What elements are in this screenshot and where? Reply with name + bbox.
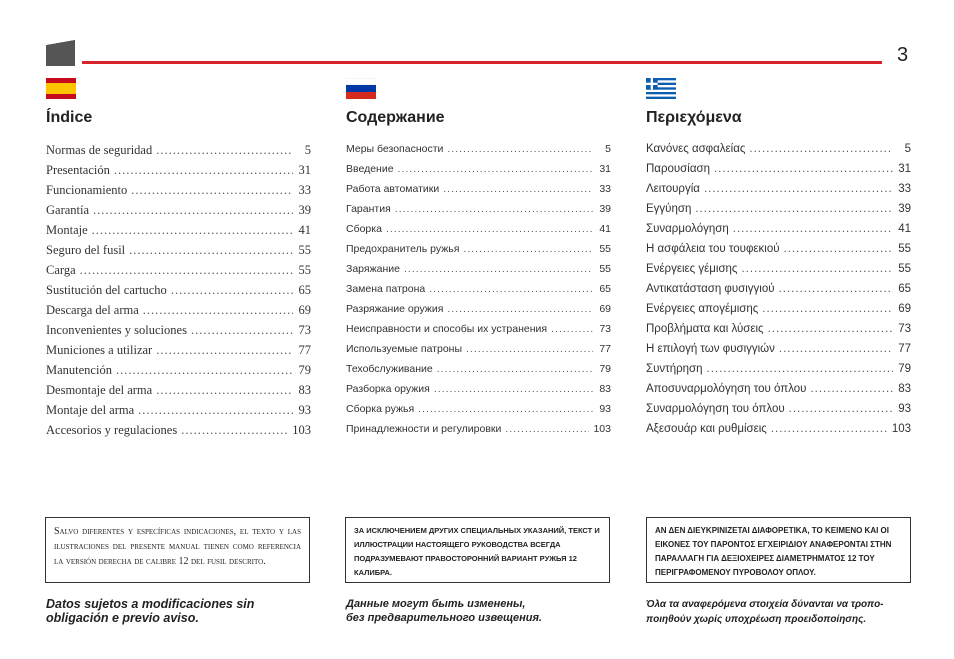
toc-entry-leader bbox=[395, 203, 593, 215]
toc-entry-page: 93 bbox=[599, 403, 611, 415]
toc-entry-page: 77 bbox=[898, 343, 911, 355]
toc-entry[interactable] bbox=[646, 203, 911, 223]
toc-entry-label: Η επιλογή των φυσιγγιών bbox=[646, 343, 775, 355]
notice-box-es: Salvo diferentes y específicas indicaciones, el texto y las ilustraciones del presente manual tienen como referencia la versión derecha de calibre 12 del fusil descrito. bbox=[45, 517, 310, 583]
toc-entry[interactable] bbox=[346, 403, 611, 423]
toc-entry[interactable] bbox=[46, 223, 311, 243]
toc-entry[interactable] bbox=[646, 283, 911, 303]
toc-entry-leader bbox=[129, 243, 293, 258]
toc-entry-label: Montaje del arma bbox=[46, 403, 135, 417]
toc-entry-leader bbox=[143, 303, 293, 318]
toc-entry[interactable] bbox=[646, 363, 911, 383]
toc-entry[interactable] bbox=[346, 363, 611, 383]
toc-entry-leader bbox=[779, 343, 893, 355]
toc-entry-page: 69 bbox=[599, 303, 611, 315]
toc-entry-label: Сборка ружья bbox=[346, 403, 415, 415]
footnote-ru-line-1: Данные могут быть изменены, bbox=[346, 598, 526, 610]
toc-entry-leader bbox=[386, 223, 593, 235]
toc-entry-label: Desmontaje del arma bbox=[46, 383, 153, 397]
toc-entry-label: Συντήρηση bbox=[646, 363, 703, 375]
toc-entry-leader bbox=[418, 403, 593, 415]
toc-entry-label: Συναρμολόγηση του όπλου bbox=[646, 403, 785, 415]
toc-entry-leader bbox=[116, 363, 293, 378]
toc-entry[interactable] bbox=[346, 263, 611, 283]
toc-entry[interactable] bbox=[46, 203, 311, 223]
toc-entry-leader bbox=[749, 143, 893, 155]
toc-entry-leader bbox=[741, 263, 893, 275]
footnote-es-line-2: obligación e previo aviso. bbox=[46, 611, 199, 625]
toc-entry-label: Сборка bbox=[346, 223, 382, 235]
toc-entry-label: Принадлежности и регулировки bbox=[346, 423, 502, 435]
toc-entry-page: 65 bbox=[298, 283, 311, 297]
toc-entry-leader bbox=[437, 363, 593, 375]
toc-entry-label: Ενέργειες απογέμισης bbox=[646, 303, 759, 315]
toc-entry-page: 5 bbox=[904, 143, 911, 155]
toc-entry-page: 41 bbox=[898, 223, 911, 235]
toc-entry-page: 55 bbox=[298, 243, 311, 257]
toc-title-es: Índice bbox=[46, 109, 93, 126]
toc-entry-page: 73 bbox=[298, 323, 311, 337]
toc-entry-page: 79 bbox=[898, 363, 911, 375]
toc-entry-label: Αξεσουάρ και ρυθμίσεις bbox=[646, 423, 767, 435]
footnote-ru bbox=[346, 597, 616, 625]
toc-entry-page: 83 bbox=[298, 383, 311, 397]
toc-title-gr: Περιεχόμενα bbox=[646, 109, 742, 126]
toc-entry-page: 65 bbox=[599, 283, 611, 295]
toc-entry[interactable] bbox=[46, 143, 311, 163]
toc-entry[interactable] bbox=[346, 223, 611, 243]
toc-entry-leader bbox=[93, 203, 293, 218]
toc-entry-page: 103 bbox=[891, 423, 911, 435]
toc-entry[interactable] bbox=[646, 423, 911, 443]
toc-entry-label: Προβλήματα και λύσεις bbox=[646, 323, 764, 335]
toc-entry-label: Неисправности и способы их устранения bbox=[346, 323, 548, 335]
toc-entry-page: 83 bbox=[898, 383, 911, 395]
toc-entry-label: Используемые патроны bbox=[346, 343, 463, 355]
toc-entry-leader bbox=[92, 223, 293, 238]
toc-entry[interactable] bbox=[46, 183, 311, 203]
footnote-gr bbox=[646, 597, 916, 627]
toc-entry-label: Разряжание оружия bbox=[346, 303, 444, 315]
toc-entry-leader bbox=[733, 223, 893, 235]
toc-entry-leader bbox=[707, 363, 893, 375]
toc-entry-label: Funcionamiento bbox=[46, 183, 128, 197]
toc-entry-page: 55 bbox=[599, 243, 611, 255]
toc-entry[interactable] bbox=[346, 423, 611, 443]
toc-entry-label: Accesorios y regulaciones bbox=[46, 423, 178, 437]
notice-box-ru: ЗА ИСКЛЮЧЕНИЕМ ДРУГИХ СПЕЦИАЛЬНЫХ УКАЗАНИЙ, ТЕКСТ И ИЛЛЮСТРАЦИИ НАСТОЯЩЕГО РУКОВОДСТВА ВСЕГДА ПОДРАЗУМЕВАЮТ ПРАВОСТОРОННИЙ ВАРИАНТ РУЖЬЯ 12 КАЛИБРА. bbox=[345, 517, 610, 583]
toc-entry-page: 31 bbox=[599, 163, 611, 175]
toc-entry[interactable] bbox=[46, 343, 311, 363]
toc-entry-page: 33 bbox=[898, 183, 911, 195]
footnote-ru-line-2: без предварительного извещения. bbox=[346, 612, 542, 624]
toc-entry[interactable] bbox=[46, 383, 311, 403]
toc-entry-leader bbox=[80, 263, 293, 278]
toc-entry-label: Montaje bbox=[46, 223, 88, 237]
toc-entry[interactable] bbox=[646, 223, 911, 243]
footnote-es bbox=[46, 597, 316, 625]
toc-entry-leader bbox=[429, 283, 593, 295]
toc-entry-page: 69 bbox=[898, 303, 911, 315]
toc-entry-label: Sustitución del cartucho bbox=[46, 283, 167, 297]
toc-entry[interactable] bbox=[46, 323, 311, 343]
toc-entry-page: 103 bbox=[593, 423, 611, 435]
toc-entry[interactable] bbox=[346, 243, 611, 263]
toc-entry-label: Αντικατάσταση φυσιγγιού bbox=[646, 283, 775, 295]
toc-entry-leader bbox=[463, 243, 593, 255]
toc-entry-label: Заряжание bbox=[346, 263, 400, 275]
toc-entry-leader bbox=[191, 323, 293, 338]
toc-entry-label: Carga bbox=[46, 263, 76, 277]
toc-entry-label: Введение bbox=[346, 163, 394, 175]
toc-entry-page: 41 bbox=[599, 223, 611, 235]
page-number: 3 bbox=[897, 44, 909, 66]
toc-entry-leader bbox=[695, 203, 893, 215]
toc-entry-page: 77 bbox=[298, 343, 311, 357]
toc-entry-page: 31 bbox=[298, 163, 311, 177]
toc-entry-leader bbox=[171, 283, 293, 298]
notice-box-gr: ΑΝ ΔΕΝ ΔΙΕΥΚΡΙΝΙΖΕΤΑΙ ΔΙΑΦΟΡΕΤΙΚΑ, ΤΟ ΚΕΙΜΕΝΟ ΚΑΙ ΟΙ ΕΙΚΟΝΕΣ ΤΟΥ ΠΑΡΟΝΤΟΣ ΕΓΧΕΙΡΙΔΙΟΥ ΑΝΑΦΕΡΟΝΤΑΙ ΣΤΗΝ ΠΑΡΑΛΛΑΓΗ ΓΙΑ ΔΕΞΙΟΧΕΙΡΕΣ ΔΙΑΜΕΤΡΗΜΑΤΟΣ 12 ΤΟΥ ΠΕΡΙΓΡΑΦΟΜΕΝΟΥ ΠΥΡΟΒΟΛΟΥ ΟΠΛΟΥ. bbox=[646, 517, 911, 583]
toc-column-ru bbox=[346, 78, 611, 443]
toc-entry-leader bbox=[181, 423, 288, 438]
toc-entry-leader bbox=[156, 343, 293, 358]
toc-entry[interactable] bbox=[646, 403, 911, 423]
toc-entry-page: 39 bbox=[298, 203, 311, 217]
toc-entry-label: Η ασφάλεια του τουφεκιού bbox=[646, 243, 780, 255]
toc-entry[interactable] bbox=[46, 303, 311, 323]
toc-entry-label: Гарантия bbox=[346, 203, 391, 215]
toc-entry-label: Разборка оружия bbox=[346, 383, 430, 395]
toc-entry-page: 93 bbox=[298, 403, 311, 417]
toc-entry-page: 65 bbox=[898, 283, 911, 295]
toc-entry-leader bbox=[779, 283, 893, 295]
toc-entry-page: 79 bbox=[599, 363, 611, 375]
toc-entry-leader bbox=[131, 183, 293, 198]
toc-entry[interactable] bbox=[646, 323, 911, 343]
toc-entry-leader bbox=[771, 423, 888, 435]
header-rule bbox=[82, 61, 882, 64]
toc-entry-leader bbox=[114, 163, 293, 178]
toc-entry[interactable] bbox=[46, 423, 311, 443]
toc-entry[interactable] bbox=[646, 383, 911, 403]
greece-flag-icon bbox=[646, 78, 676, 99]
toc-column-es bbox=[46, 78, 311, 443]
toc-entry-leader bbox=[447, 143, 593, 155]
toc-entry-label: Normas de seguridad bbox=[46, 143, 153, 157]
toc-entry-page: 73 bbox=[599, 323, 611, 335]
toc-entry-page: 39 bbox=[599, 203, 611, 215]
toc-entry[interactable] bbox=[46, 283, 311, 303]
toc-entry-label: Εγγύηση bbox=[646, 203, 692, 215]
toc-entry[interactable] bbox=[646, 163, 911, 183]
russia-flag-icon bbox=[346, 78, 376, 99]
toc-entry-leader bbox=[810, 383, 893, 395]
toc-entry[interactable] bbox=[46, 263, 311, 283]
toc-entry-page: 41 bbox=[298, 223, 311, 237]
toc-list-ru bbox=[346, 143, 611, 443]
toc-title-ru: Содержание bbox=[346, 109, 445, 126]
toc-entry[interactable] bbox=[646, 243, 911, 263]
toc-entry[interactable] bbox=[346, 183, 611, 203]
toc-entry-leader bbox=[443, 183, 593, 195]
toc-entry-page: 103 bbox=[292, 423, 311, 437]
toc-entry-label: Presentación bbox=[46, 163, 110, 177]
toc-entry-leader bbox=[156, 143, 293, 158]
toc-entry-label: Garantía bbox=[46, 203, 90, 217]
toc-entry-leader bbox=[762, 303, 893, 315]
toc-entry-leader bbox=[138, 403, 293, 418]
toc-entry-label: Κανόνες ασφαλείας bbox=[646, 143, 746, 155]
toc-entry-page: 83 bbox=[599, 383, 611, 395]
toc-entry[interactable] bbox=[646, 143, 911, 163]
toc-entry-leader bbox=[784, 243, 893, 255]
toc-entry-page: 33 bbox=[599, 183, 611, 195]
toc-entry-label: Descarga del arma bbox=[46, 303, 139, 317]
toc-entry[interactable] bbox=[346, 343, 611, 363]
toc-entry[interactable] bbox=[646, 303, 911, 323]
toc-entry[interactable] bbox=[646, 263, 911, 283]
toc-entry-page: 73 bbox=[898, 323, 911, 335]
toc-entry[interactable] bbox=[346, 203, 611, 223]
toc-entry-leader bbox=[447, 303, 593, 315]
toc-entry-leader bbox=[466, 343, 593, 355]
toc-entry-leader bbox=[156, 383, 293, 398]
toc-entry-page: 33 bbox=[298, 183, 311, 197]
toc-entry[interactable] bbox=[346, 143, 611, 163]
toc-entry-label: Замена патрона bbox=[346, 283, 426, 295]
toc-entry-page: 79 bbox=[298, 363, 311, 377]
toc-entry[interactable] bbox=[46, 163, 311, 183]
toc-entry-leader bbox=[404, 263, 593, 275]
toc-entry-page: 5 bbox=[605, 143, 611, 155]
toc-entry-leader bbox=[768, 323, 893, 335]
toc-entry-label: Работа автоматики bbox=[346, 183, 440, 195]
toc-entry-label: Συναρμολόγηση bbox=[646, 223, 729, 235]
toc-entry-label: Παρουσίαση bbox=[646, 163, 710, 175]
toc-entry-page: 55 bbox=[898, 243, 911, 255]
toc-entry-label: Меры безопасности bbox=[346, 143, 444, 155]
toc-entry-label: Техобслуживание bbox=[346, 363, 433, 375]
toc-entry-page: 55 bbox=[898, 263, 911, 275]
toc-entry[interactable] bbox=[646, 183, 911, 203]
toc-entry[interactable] bbox=[346, 383, 611, 403]
toc-entry-label: Seguro del fusil bbox=[46, 243, 126, 257]
toc-entry-page: 77 bbox=[599, 343, 611, 355]
brand-logo-icon bbox=[46, 40, 75, 66]
toc-entry-label: Λειτουργία bbox=[646, 183, 700, 195]
toc-entry-label: Manutención bbox=[46, 363, 112, 377]
toc-entry-leader bbox=[505, 423, 589, 435]
spain-flag-icon bbox=[46, 78, 76, 99]
footnote-gr-line-2: ποιηθούν χωρίς υποχρέωση προειδοποίησης. bbox=[646, 614, 867, 625]
toc-entry-page: 5 bbox=[304, 143, 311, 157]
toc-entry-leader bbox=[434, 383, 593, 395]
toc-entry[interactable] bbox=[346, 323, 611, 343]
toc-entry[interactable] bbox=[46, 363, 311, 383]
toc-entry-leader bbox=[714, 163, 893, 175]
toc-entry-leader bbox=[551, 323, 593, 335]
toc-entry[interactable] bbox=[346, 283, 611, 303]
footnote-es-line-1: Datos sujetos a modificaciones sin bbox=[46, 597, 255, 611]
toc-entry[interactable] bbox=[46, 243, 311, 263]
toc-entry-leader bbox=[704, 183, 893, 195]
footnote-gr-line-1: Όλα τα αναφερόμενα στοιχεία δύνανται να τροπο- bbox=[646, 599, 884, 610]
toc-entry[interactable] bbox=[346, 163, 611, 183]
toc-entry-page: 55 bbox=[599, 263, 611, 275]
toc-entry[interactable] bbox=[646, 343, 911, 363]
toc-entry-label: Αποσυναρμολόγηση του όπλου bbox=[646, 383, 807, 395]
toc-entry-label: Inconvenientes y soluciones bbox=[46, 323, 187, 337]
toc-entry-page: 93 bbox=[898, 403, 911, 415]
toc-entry-page: 55 bbox=[298, 263, 311, 277]
toc-entry-page: 69 bbox=[298, 303, 311, 317]
toc-entry-page: 31 bbox=[898, 163, 911, 175]
toc-entry[interactable] bbox=[46, 403, 311, 423]
toc-entry-page: 39 bbox=[898, 203, 911, 215]
toc-entry-leader bbox=[398, 163, 593, 175]
toc-entry-leader bbox=[789, 403, 893, 415]
toc-list-es bbox=[46, 143, 311, 443]
toc-list-gr bbox=[646, 143, 911, 443]
toc-entry-label: Municiones a utilizar bbox=[46, 343, 153, 357]
toc-column-gr bbox=[646, 78, 911, 443]
toc-entry-label: Предохранитель ружья bbox=[346, 243, 460, 255]
toc-entry-label: Ενέργειες γέμισης bbox=[646, 263, 738, 275]
toc-entry[interactable] bbox=[346, 303, 611, 323]
